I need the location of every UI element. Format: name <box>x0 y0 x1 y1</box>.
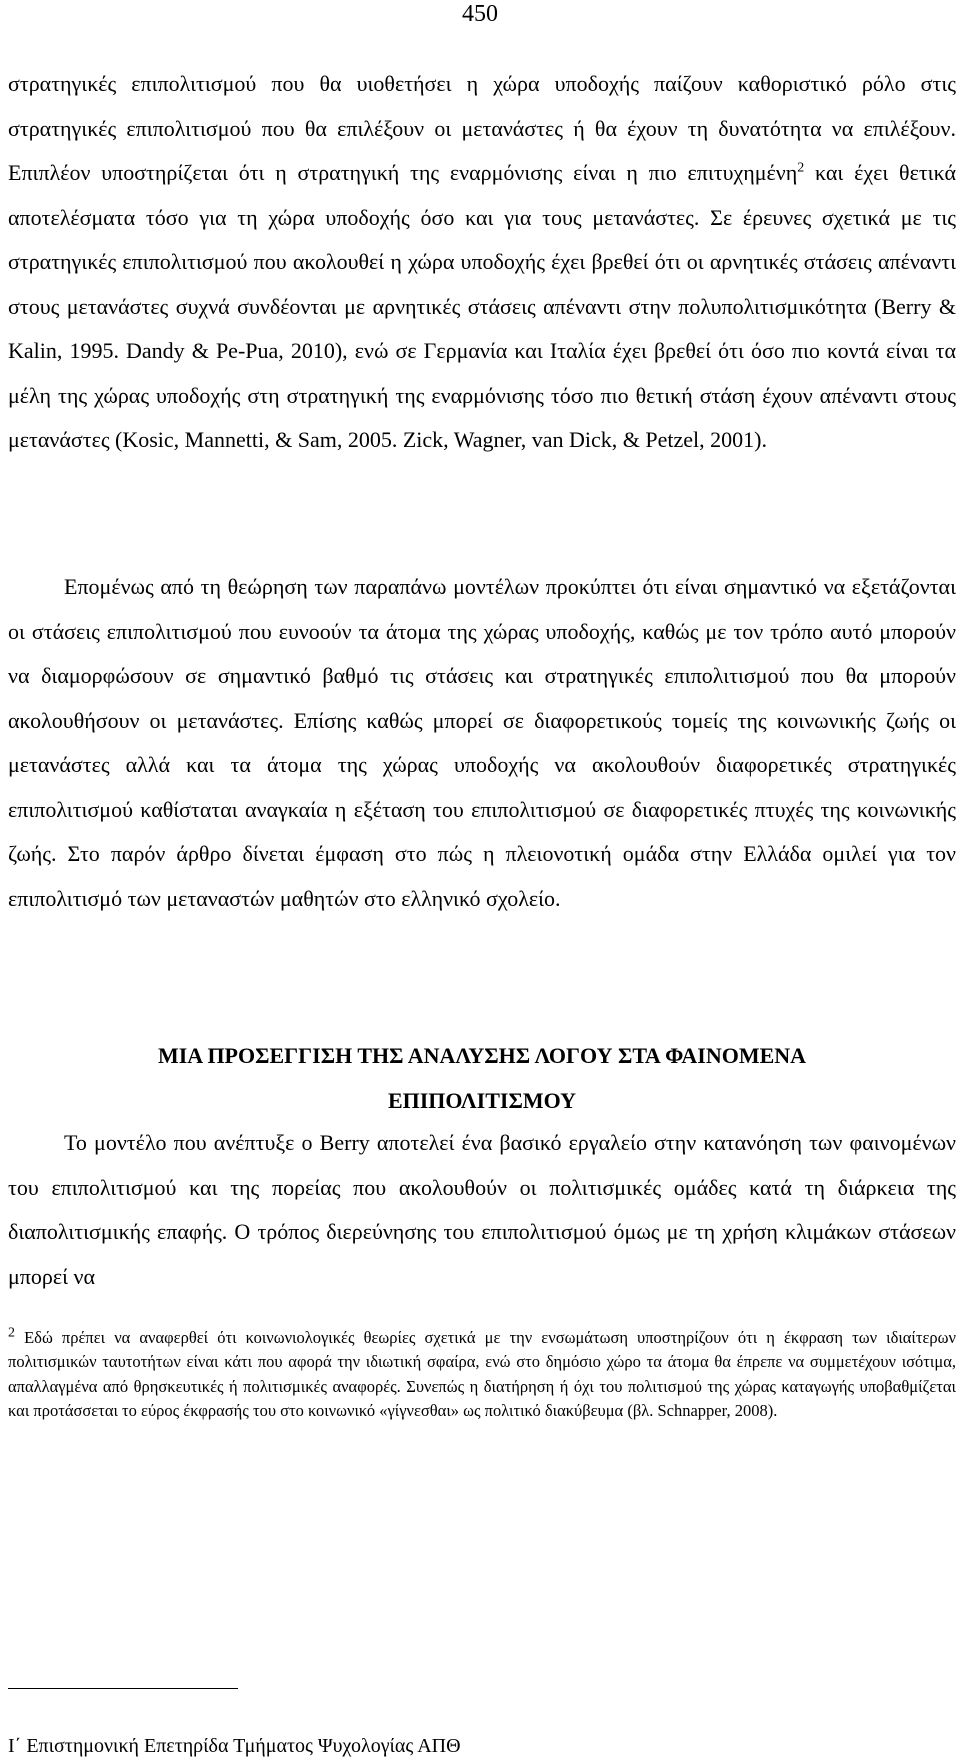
footnote-text: Εδώ πρέπει να αναφερθεί ότι κοινωνιολογικές θεωρίες σχετικά με την ενσωμάτωση υποστηρίζουν ότι η έκφραση των ιδιαίτερων πολιτισμικών ταυτοτήτων είναι κάτι που αφορά την ιδιωτική σφαίρα, ενώ στο δημόσιο χώρο τα άτομα θα έπρεπε να συμμετέχουν ισότιμα, απαλλαγμένα από θρησκευτικές ή πολιτισμικές αναφορές. Συνεπώς η διατήρηση ή όχι του πολιτισμού της χώρας καταγωγής υποβαθμίζεται και προτάσσεται το εύρος έκφρασής του στο κοινωνικό «γίγνεσθαι» ως πολιτικό διακύβευμα (βλ. Schnapper, 2008). <box>8 1328 956 1421</box>
paragraph-1-text-b: και έχει θετικά αποτελέσματα τόσο για τη χώρα υποδοχής όσο και για τους μετανάστες. Σε έρευνες σχετικά με τις στρατηγικές επιπολιτισμού που ακολουθεί η χώρα υποδοχής έχει βρεθεί ότι οι αρνητικές στάσεις απέναντι στους μετανάστες συχνά συνδέονται με αρνητικές στάσεις απέναντι στην πολυπολιτισμικότητα (Berry & Kalin, 1995. Dandy & Pe-Pua, 2010), ενώ σε Γερμανία και Ιταλία έχει βρεθεί ότι όσο πιο κοντά είναι τα μέλη της χώρας υποδοχής στη στρατηγική της εναρμόνισης τόσο πιο θετική στάση έχουν απέναντι στους μετανάστες (Kosic, Mannetti, & Sam, 2005. Zick, Wagner, van Dick, & Petzel, 2001). <box>8 160 956 452</box>
footnote-marker: 2 <box>8 1325 15 1341</box>
paragraph-2: Επομένως από τη θεώρηση των παραπάνω μοντέλων προκύπτει ότι είναι σημαντικό να εξετάζονται οι στάσεις επιπολιτισμού που ευνοούν τα άτομα της χώρας υποδοχής, καθώς με τον τρόπο αυτό μπορούν να διαμορφώσουν σε σημαντικό βαθμό τις στάσεις και στρατηγικές επιπολιτισμού που θα μπορούν ακολουθήσουν οι μετανάστες. Επίσης καθώς μπορεί σε διαφορετικούς τομείς της κοινωνικής ζωής οι μετανάστες αλλά και τα άτομα της χώρας υποδοχής να ακολουθούν διαφορετικές στρατηγικές επιπολιτισμού καθίσταται αναγκαία η εξέταση του επιπολιτισμού σε διαφορετικές πτυχές της κοινωνικής ζωής. Στο παρόν άρθρο δίνεται έμφαση στο πώς η πλειονοτική ομάδα στην Ελλάδα ομιλεί για τον επιπολιτισμό των μεταναστών μαθητών στο ελληνικό σχολείο. <box>8 574 956 911</box>
journal-footer: Ι΄ Επιστημονική Επετηρίδα Τμήματος Ψυχολογίας ΑΠΘ <box>8 1735 461 1757</box>
paragraph-1-text-a: στρατηγικές επιπολιτισμού που θα υιοθετήσει η χώρα υποδοχής παίζουν καθοριστικό ρόλο στις στρατηγικές επιπολιτισμού που θα επιλέξουν οι μετανάστες ή θα έχουν τη δυνατότητα να επιλέξουν. Επιπλέον υποστηρίζεται ότι η στρατηγική της εναρμόνισης είναι η πιο επιτυχημένη <box>8 71 956 185</box>
footnote-reference[interactable]: 2 <box>797 160 805 176</box>
footnote-separator <box>8 1688 238 1689</box>
page-number: 450 <box>462 1 498 27</box>
paragraph-3: Το μοντέλο που ανέπτυξε ο Berry αποτελεί ένα βασικό εργαλείο στην κατανόηση των φαινομένων του επιπολιτισμού και της πορείας που ακολουθούν οι πολιτισμικές ομάδες κατά τη διάρκεια της διαπολιτισμικής επαφής. Ο τρόπος διερεύνησης του επιπολιτισμού όμως με τη χρήση κλιμάκων στάσεων μπορεί να <box>8 1130 956 1289</box>
section-heading-line-1: ΜΙΑ ΠΡΟΣΕΓΓΙΣΗ ΤΗΣ ΑΝΑΛΥΣΗΣ ΛΟΓΟΥ ΣΤΑ ΦΑΙΝΟΜΕΝΑ <box>157 1043 807 1068</box>
section-heading-line-2: ΕΠΙΠΟΛΙΤΙΣΜΟΥ <box>387 1088 577 1113</box>
footnote <box>8 1326 956 1424</box>
paragraph-1 <box>8 62 956 463</box>
